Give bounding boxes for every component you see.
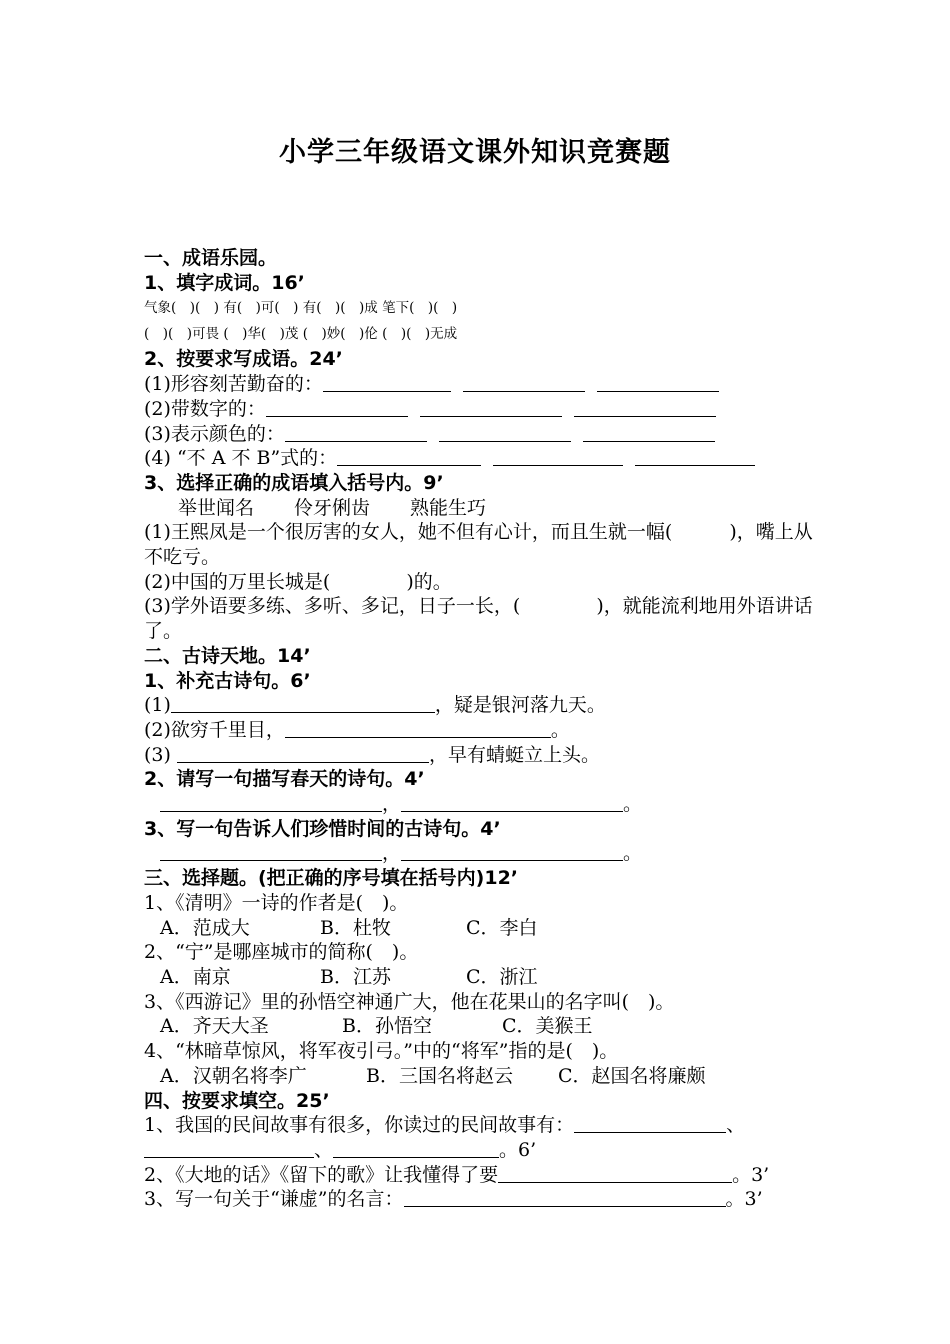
item-label: (2)带数字的： — [144, 397, 266, 420]
s1-q3-options — [144, 496, 824, 521]
s3-question-2: 2、“宁”是哪座城市的简称( )。 — [144, 941, 419, 964]
s2-q2-heading: 2、请写一句描写春天的诗句。4’ — [144, 768, 425, 791]
s1-q2-item-4 — [144, 446, 824, 471]
answer-blank[interactable] — [333, 1140, 499, 1158]
answer-blank[interactable] — [493, 448, 623, 466]
item-label: (3)表示颜色的： — [144, 422, 285, 445]
s2-q1-heading: 1、补充古诗句。6’ — [144, 669, 311, 692]
s2-q1-item-2 — [144, 718, 824, 743]
s1-q3-item-1: (1)王熙凤是一个很厉害的女人，她不但有心计，而且生就一幅( )，嘴上从不吃亏。 — [144, 521, 813, 569]
option-a[interactable]: A．齐天大圣 — [160, 1015, 269, 1038]
s1-q1-row2: ( )( )可畏 ( )华( )茂 ( )妙( )伦 ( )( )无成 — [144, 326, 458, 343]
s4-item-1 — [144, 1113, 824, 1138]
s1-q2-item-1 — [144, 372, 824, 397]
question-text: 3、写一句关于“谦虚”的名言： — [144, 1188, 404, 1211]
item-label: (4) “不 A 不 B”式的： — [144, 447, 338, 470]
answer-blank[interactable] — [420, 399, 562, 417]
s1-q3-item-3: (3)学外语要多练、多听、多记，日子一长，( )，就能流利地用外语讲话了。 — [144, 595, 813, 643]
s1-q1-row1: 气象( )( ) 有( )可( ) 有( )( )成 笔下( )( ) — [144, 300, 458, 317]
poem-line: (2)欲穷千里目， — [144, 718, 285, 741]
punctuation: 。 — [623, 842, 643, 865]
option-c[interactable]: C．浙江 — [466, 965, 538, 988]
answer-blank[interactable] — [285, 720, 551, 738]
s2-q2-answer — [144, 792, 824, 817]
punctuation: ， — [382, 842, 402, 865]
option-b[interactable]: B．江苏 — [320, 965, 391, 988]
option-b[interactable]: B．杜牧 — [320, 916, 391, 939]
idiom-option: 伶牙俐齿 — [294, 496, 371, 519]
s1-q2-item-2 — [144, 397, 824, 422]
answer-blank[interactable] — [597, 374, 719, 392]
question-text: 1、我国的民间故事有很多，你读过的民间故事有： — [144, 1114, 575, 1137]
answer-blank[interactable] — [177, 745, 429, 763]
punctuation: ， — [382, 793, 402, 816]
option-a[interactable]: A．汉朝名将李广 — [160, 1064, 307, 1087]
answer-blank[interactable] — [160, 843, 382, 861]
answer-blank[interactable] — [171, 695, 435, 713]
answer-blank[interactable] — [498, 1165, 732, 1183]
s3-question-1-options — [144, 916, 824, 941]
option-b[interactable]: B．孙悟空 — [342, 1015, 432, 1038]
answer-blank[interactable] — [323, 374, 451, 392]
answer-blank[interactable] — [635, 448, 755, 466]
question-text: 2、《大地的话》《留下的歌》让我懂得了要 — [144, 1163, 499, 1186]
s4-item-2 — [144, 1163, 824, 1188]
section-4-heading: 四、按要求填空。25’ — [144, 1089, 330, 1112]
s3-question-4-options — [144, 1064, 824, 1089]
option-c[interactable]: C．美猴王 — [502, 1015, 593, 1038]
punctuation: 。 — [623, 793, 643, 816]
s2-q3-answer — [144, 841, 824, 866]
option-c[interactable]: C．赵国名将廉颇 — [558, 1064, 706, 1087]
section-3-heading: 三、选择题。(把正确的序号填在括号内)12’ — [144, 867, 519, 890]
s1-q3-item-2: (2)中国的万里长城是( )的。 — [144, 570, 452, 593]
item-number: (1) — [144, 694, 171, 717]
idiom-option: 举世闻名 — [178, 496, 255, 519]
answer-blank[interactable] — [404, 1189, 726, 1207]
score-label: 。6’ — [499, 1138, 537, 1161]
s1-q2-item-3 — [144, 422, 824, 447]
answer-blank[interactable] — [463, 374, 585, 392]
s1-q2-heading: 2、按要求写成语。24’ — [144, 348, 343, 371]
punctuation: 。 — [550, 718, 570, 741]
page-title: 小学三年级语文课外知识竞赛题 — [279, 137, 671, 168]
s3-question-1: 1、《清明》一诗的作者是( )。 — [144, 891, 409, 914]
item-label: (1)形容刻苦勤奋的： — [144, 373, 323, 396]
option-a[interactable]: A．范成大 — [160, 916, 250, 939]
option-c[interactable]: C．李白 — [466, 916, 538, 939]
poem-line: ，疑是银河落九天。 — [434, 694, 606, 717]
s3-question-2-options — [144, 965, 824, 990]
answer-blank[interactable] — [401, 843, 623, 861]
s3-question-3-options — [144, 1014, 824, 1039]
answer-blank[interactable] — [144, 1140, 314, 1158]
s1-q3-heading: 3、选择正确的成语填入括号内。9’ — [144, 471, 444, 494]
s2-q3-heading: 3、写一句告诉人们珍惜时间的古诗句。4’ — [144, 817, 501, 840]
s4-item-1-continued — [144, 1138, 824, 1163]
score-label: 。3’ — [732, 1163, 770, 1186]
s3-question-4: 4、“林暗草惊风，将军夜引弓。”中的“将军”指的是( )。 — [144, 1040, 619, 1063]
answer-blank[interactable] — [285, 424, 427, 442]
s4-item-3 — [144, 1187, 824, 1212]
item-number: (3) — [144, 743, 177, 766]
option-a[interactable]: A．南京 — [160, 965, 231, 988]
option-b[interactable]: B．三国名将赵云 — [366, 1064, 513, 1087]
section-2-heading: 二、古诗天地。14’ — [144, 644, 311, 667]
score-label: 。3’ — [725, 1188, 763, 1211]
answer-blank[interactable] — [574, 399, 716, 417]
answer-blank[interactable] — [266, 399, 408, 417]
answer-blank[interactable] — [583, 424, 715, 442]
answer-blank[interactable] — [439, 424, 571, 442]
s2-q1-item-3 — [144, 743, 824, 768]
punctuation: 、 — [314, 1138, 334, 1161]
punctuation: 、 — [726, 1114, 746, 1137]
section-1-heading: 一、成语乐园。 — [144, 247, 278, 269]
answer-blank[interactable] — [401, 794, 623, 812]
poem-line: ，早有蜻蜓立上头。 — [428, 743, 600, 766]
s1-q1-heading: 1、填字成词。16’ — [144, 271, 305, 294]
idiom-option: 熟能生巧 — [410, 496, 487, 519]
answer-blank[interactable] — [574, 1115, 726, 1133]
answer-blank[interactable] — [160, 794, 382, 812]
s3-question-3: 3、《西游记》里的孙悟空神通广大，他在花果山的名字叫( )。 — [144, 990, 675, 1013]
answer-blank[interactable] — [337, 448, 481, 466]
s2-q1-item-1 — [144, 693, 824, 718]
exam-content — [144, 246, 824, 1212]
